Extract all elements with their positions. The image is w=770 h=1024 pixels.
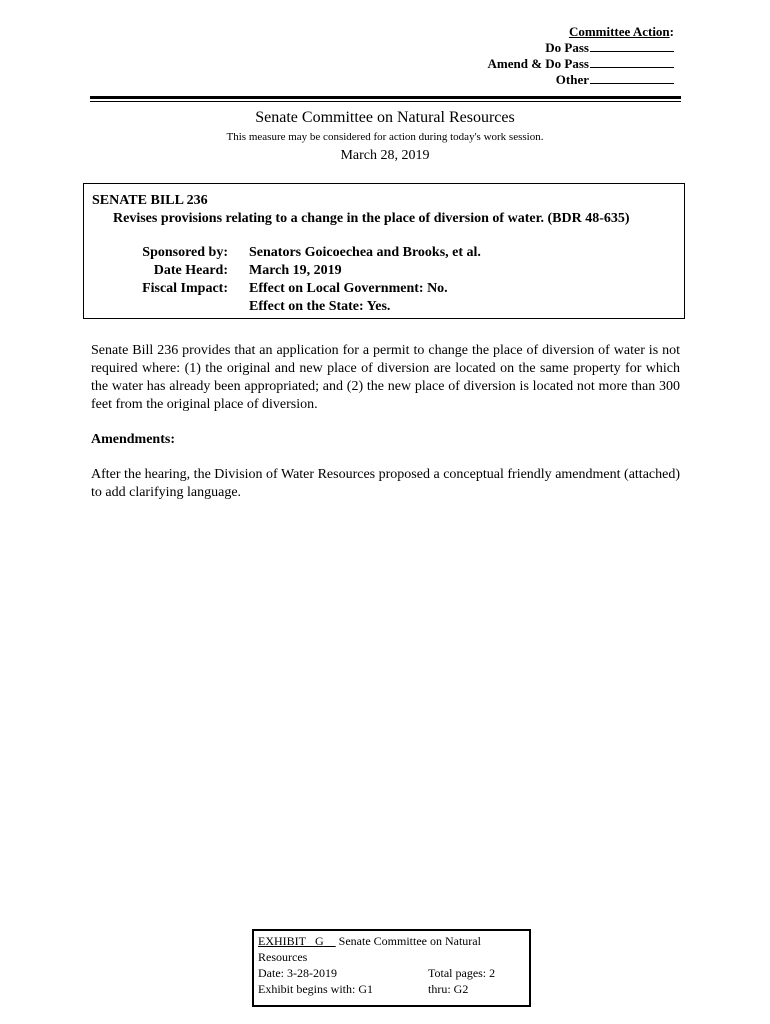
committee-action-title: Committee Action (568, 24, 670, 39)
option-label: Amend & Do Pass (487, 56, 589, 71)
committee-action-title-row (488, 24, 674, 40)
exhibit-label-field (258, 934, 336, 948)
committee-action-block (488, 24, 674, 88)
document-heading (0, 108, 770, 165)
bill-details (84, 244, 684, 316)
bill-description-paragraph: Senate Bill 236 provides that an application for a permit to change the place of diversion of water is not required where: (1) the original and new place of diversion are located on the same property for which the water has already been appropriated; and (2) the new place of diversion is located not more than 300 feet from the original place of diversion. (91, 343, 680, 412)
exhibit-stamp (252, 929, 531, 1007)
option-amend-do-pass (488, 56, 674, 72)
exhibit-total-pages: Total pages: 2 (428, 966, 496, 980)
option-blank-line (590, 72, 674, 84)
header-rule-thin (90, 101, 681, 102)
detail-value: March 19, 2019 (249, 263, 342, 278)
detail-value: Senators Goicoechea and Brooks, et al. (249, 245, 481, 260)
exhibit-begins: Exhibit begins with: G1 (258, 982, 373, 996)
committee-action-colon: : (669, 24, 674, 39)
detail-label: Sponsored by: (142, 245, 228, 260)
exhibit-letter: G (315, 934, 324, 948)
bill-number: SENATE BILL 236 (92, 193, 208, 208)
exhibit-thru: thru: G2 (428, 982, 469, 996)
option-label: Other (555, 72, 589, 87)
option-label: Do Pass (545, 40, 589, 55)
meeting-date: March 28, 2019 (340, 148, 430, 163)
exhibit-range-row (258, 981, 525, 997)
detail-label: Date Heard: (153, 263, 228, 278)
detail-value: Effect on Local Government: No. (249, 281, 448, 296)
header-rule-thick (90, 96, 681, 99)
detail-row-fiscal-impact (84, 280, 684, 298)
exhibit-date: Date: 3-28-2019 (258, 966, 337, 980)
work-session-notice: This measure may be considered for action during today's work session. (226, 131, 544, 143)
detail-label: Fiscal Impact: (142, 281, 228, 296)
exhibit-label: EXHIBIT (258, 934, 306, 948)
detail-row-date-heard (84, 262, 684, 280)
option-do-pass (488, 40, 674, 56)
exhibit-title-row (258, 933, 525, 965)
amendments-heading: Amendments: (91, 432, 175, 447)
exhibit-committee: Senate Committee on Natural Resources (258, 934, 481, 964)
exhibit-date-row (258, 965, 525, 981)
amendments-paragraph: After the hearing, the Division of Water Resources proposed a conceptual friendly amendment (attached) to add clarifying language. (91, 467, 680, 500)
option-blank-line (590, 56, 674, 68)
option-other (488, 72, 674, 88)
detail-label (84, 298, 228, 316)
bill-summary: Revises provisions relating to a change in the place of diversion of water. (BDR 48-635) (113, 211, 630, 226)
bill-summary-box (83, 183, 685, 319)
detail-row-state-effect (84, 298, 684, 316)
detail-value: Effect on the State: Yes. (249, 299, 391, 314)
committee-name: Senate Committee on Natural Resources (255, 109, 515, 126)
detail-row-sponsor (84, 244, 684, 262)
option-blank-line (590, 40, 674, 52)
